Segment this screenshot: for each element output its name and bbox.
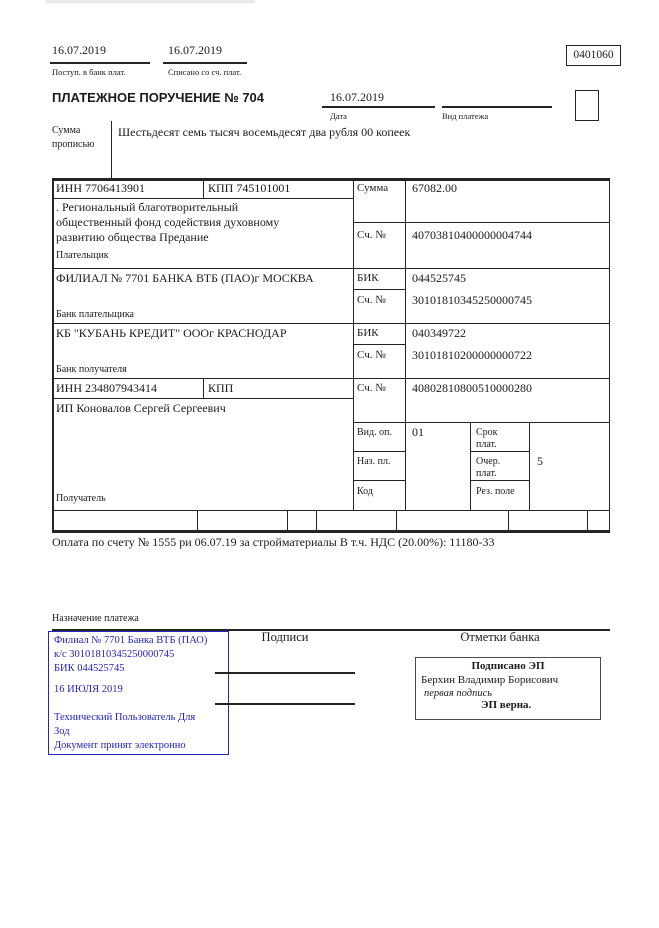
ep-title: Подписано ЭП xyxy=(471,660,545,672)
date-debited-value: 16.07.2019 xyxy=(168,43,222,57)
payee-section-label: Получатель xyxy=(56,493,106,504)
inn-kpp-divider-payer xyxy=(203,178,204,198)
date-received-value: 16.07.2019 xyxy=(52,43,106,57)
payer-bank-section-label: Банк плательщика xyxy=(56,309,134,320)
marker-cell-divider-1 xyxy=(197,510,198,530)
payee-name: ИП Коновалов Сергей Сергеевич xyxy=(56,401,226,415)
document-date: 16.07.2019 xyxy=(330,90,384,104)
vidop-row2-line-a xyxy=(353,480,405,481)
hline-under-payerbank xyxy=(52,323,610,324)
hline-under-payee-account xyxy=(353,422,610,423)
date-debited-label: Списано со сч. плат. xyxy=(168,67,242,77)
payee-account-label: Сч. № xyxy=(357,382,386,394)
bank-marks-header: Отметки банка xyxy=(460,630,540,644)
date-received-label: Поступ. в банк плат. xyxy=(52,67,126,77)
payer-bank-bik: 044525745 xyxy=(412,271,466,285)
stamp-line-4: 16 ИЮЛЯ 2019 xyxy=(54,684,123,695)
signatures-header: Подписи xyxy=(261,630,309,644)
payee-bank-account: 30101810200000000722 xyxy=(412,348,532,362)
date-received-underline xyxy=(50,62,150,64)
amount-words-divider xyxy=(111,121,112,178)
marker-cell-divider-2 xyxy=(287,510,288,530)
stamp-line-6: Зод xyxy=(54,726,70,737)
payer-bank-name: ФИЛИАЛ № 7701 БАНКА ВТБ (ПАО)г МОСКВА xyxy=(56,271,314,285)
vid-op-value: 01 xyxy=(412,425,424,439)
amount-words-label-line2: прописью xyxy=(52,139,95,150)
sum-value: 67082.00 xyxy=(412,181,457,195)
payment-type-box xyxy=(575,90,599,121)
stamp-line-5: Технический Пользователь Для xyxy=(54,712,196,723)
vidop-row1-line-b xyxy=(470,451,529,452)
payer-bank-account-label: Сч. № xyxy=(357,294,386,306)
hline-under-sum xyxy=(353,222,610,223)
date-debited-underline xyxy=(163,62,247,64)
payment-type-underline xyxy=(442,106,552,108)
hline-under-inn-row xyxy=(52,198,353,199)
purpose-section-label: Назначение платежа xyxy=(52,613,139,624)
payer-kpp: КПП 745101001 xyxy=(208,181,291,195)
payer-bank-bik-label: БИК xyxy=(357,272,379,284)
ocher-value: 5 xyxy=(537,454,543,468)
stamp-line-1: Филиал № 7701 Банка ВТБ (ПАО) xyxy=(54,635,208,646)
payer-name-line1: . Региональный благотворительный xyxy=(56,200,239,214)
hline-under-payeebank xyxy=(52,378,610,379)
document-date-underline xyxy=(322,106,435,108)
payer-section-label: Плательщик xyxy=(56,250,109,261)
table-left-border xyxy=(52,178,54,530)
vidop-row2-line-b xyxy=(470,480,529,481)
ocher-plat-label-line1: Очер. xyxy=(476,456,501,467)
payer-account-label: Сч. № xyxy=(357,229,386,241)
marker-cell-divider-5 xyxy=(508,510,509,530)
hline-under-payee-inn xyxy=(52,398,353,399)
payer-bank-account: 30101810345250000745 xyxy=(412,293,532,307)
rez-pole-label: Рез. поле xyxy=(476,486,515,497)
payee-kpp-label: КПП xyxy=(208,381,234,395)
table-right-border xyxy=(609,178,611,530)
document-date-label: Дата xyxy=(330,111,347,121)
payer-name-line3: развитию общества Предание xyxy=(56,230,209,244)
stamp-line-2: к/с 30101810345250000745 xyxy=(54,649,175,660)
payee-account: 40802810800510000280 xyxy=(412,381,532,395)
ep-verified: ЭП верна. xyxy=(481,699,532,711)
srok-plat-label-line1: Срок xyxy=(476,427,498,438)
signature-line-2 xyxy=(215,703,355,705)
amount-words-label-line1: Сумма xyxy=(52,125,81,136)
ocher-plat-label-line2: плат. xyxy=(476,468,497,479)
ep-signature-kind: первая подпись xyxy=(424,688,493,699)
hline-under-payee-section xyxy=(52,510,610,511)
hline-bik-payerbank xyxy=(353,289,405,290)
scan-artifact xyxy=(45,0,255,3)
hline-bik-payeebank xyxy=(353,344,405,345)
vidop-divider-2 xyxy=(529,422,530,510)
vidop-row1-line-a xyxy=(353,451,405,452)
payment-type-label: Вид платежа xyxy=(442,111,489,121)
document-title: ПЛАТЕЖНОЕ ПОРУЧЕНИЕ № 704 xyxy=(52,90,265,105)
table-bottom-border xyxy=(52,530,610,533)
payee-bank-account-label: Сч. № xyxy=(357,349,386,361)
label-value-divider xyxy=(405,178,406,510)
payee-bank-bik: 040349722 xyxy=(412,326,466,340)
stamp-line-3: БИК 044525745 xyxy=(54,663,125,674)
sum-label: Сумма xyxy=(357,182,389,194)
payer-account: 40703810400000004744 xyxy=(412,228,532,242)
hline-under-payer xyxy=(52,268,610,269)
marker-cell-divider-4 xyxy=(396,510,397,530)
payer-inn: ИНН 7706413901 xyxy=(56,181,145,195)
marker-cell-divider-6 xyxy=(587,510,588,530)
signature-line-1 xyxy=(215,672,355,674)
payee-inn: ИНН 234807943414 xyxy=(56,381,157,395)
payee-bank-name: КБ "КУБАНЬ КРЕДИТ" ОООг КРАСНОДАР xyxy=(56,326,287,340)
inn-kpp-divider-payee xyxy=(203,378,204,398)
payee-bank-section-label: Банк получателя xyxy=(56,364,127,375)
ep-signer-name: Берхин Владимир Борисович xyxy=(421,674,559,686)
marker-cell-divider-3 xyxy=(316,510,317,530)
vid-op-label: Вид. оп. xyxy=(357,427,392,438)
payee-bank-bik-label: БИК xyxy=(357,327,379,339)
kod-label: Код xyxy=(357,486,373,497)
vidop-divider-1 xyxy=(470,422,471,510)
srok-plat-label-line2: плат. xyxy=(476,439,497,450)
form-code-box xyxy=(566,45,621,66)
payment-purpose: Оплата по счету № 1555 ри 06.07.19 за стройматериалы В т.ч. НДС (20.00%): 11180-33 xyxy=(52,535,495,549)
form-code: 0401060 xyxy=(573,49,614,61)
payer-name-line2: общественный фонд содействия духовному xyxy=(56,215,280,229)
stamp-line-7: Документ принят электронно xyxy=(54,740,186,751)
amount-in-words: Шестьдесят семь тысяч восемьдесят два рубля 00 копеек xyxy=(118,125,411,139)
naz-pl-label: Наз. пл. xyxy=(357,456,391,467)
